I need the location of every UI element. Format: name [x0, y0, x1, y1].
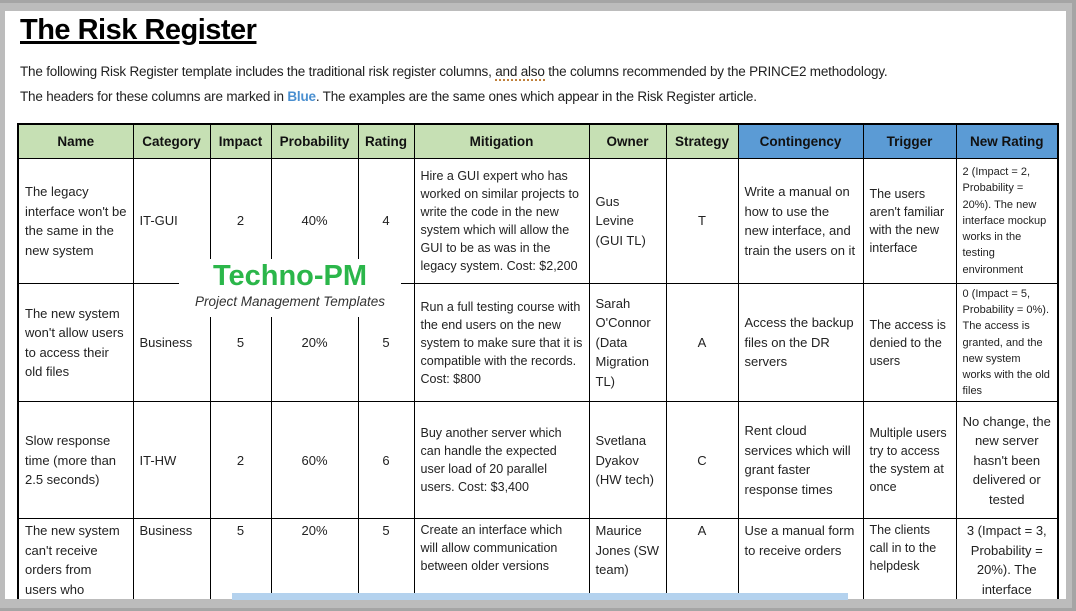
cell-probability[interactable]: 20%	[271, 284, 358, 402]
cell-strategy[interactable]: T	[666, 159, 738, 284]
cell-contingency[interactable]: Rent cloud services which will grant faster response times	[738, 402, 863, 519]
cell-name[interactable]: The legacy interface won't be the same in the new system	[18, 159, 133, 284]
intro-text: The following Risk Register template includes the traditional risk register columns,	[20, 64, 496, 79]
intro-text: . The examples are the same ones which appear in the Risk Register article.	[315, 89, 757, 104]
header-name: Name	[18, 124, 133, 159]
table-row	[18, 402, 1058, 519]
header-category: Category	[133, 124, 210, 159]
cell-owner[interactable]: Sarah O'Connor (Data Migration TL)	[589, 284, 666, 402]
intro-line-1	[20, 64, 887, 79]
cell-mitigation[interactable]: Hire a GUI expert who has worked on similar projects to write the code in the new system which will allow the GUI to be as was in the legacy system. Cost: $2,200	[414, 159, 589, 284]
header-mitigation: Mitigation	[414, 124, 589, 159]
header-impact: Impact	[210, 124, 271, 159]
window-right-border	[1072, 0, 1076, 611]
intro-text: the columns recommended by the PRINCE2 methodology.	[544, 64, 888, 79]
cell-probability[interactable]: 40%	[271, 159, 358, 284]
header-owner: Owner	[589, 124, 666, 159]
window-top-border	[0, 0, 1076, 3]
logo-name: Techno-PM	[212, 260, 368, 292]
cell-owner[interactable]: Gus Levine (GUI TL)	[589, 159, 666, 284]
cell-name[interactable]: The new system can't receive orders from users who	[18, 519, 133, 599]
cell-rating[interactable]: 4	[358, 159, 414, 284]
cell-new-rating[interactable]: No change, the new server hasn't been delivered or tested	[956, 402, 1058, 519]
cell-new-rating[interactable]: 3 (Impact = 3, Probability = 20%). The interface	[956, 519, 1058, 599]
cell-trigger[interactable]: The access is denied to the users	[863, 284, 956, 402]
header-contingency: Contingency	[738, 124, 863, 159]
cell-trigger[interactable]: The users aren't familiar with the new interface	[863, 159, 956, 284]
header-row	[18, 124, 1058, 159]
cell-contingency[interactable]: Write a manual on how to use the new interface, and train the users on it	[738, 159, 863, 284]
cell-mitigation[interactable]: Buy another server which can handle the expected user load of 20 parallel users. Cost: $3,400	[414, 402, 589, 519]
header-strategy: Strategy	[666, 124, 738, 159]
cell-probability[interactable]: 20%	[271, 519, 358, 599]
header-probability: Probability	[271, 124, 358, 159]
cell-strategy[interactable]: C	[666, 402, 738, 519]
cell-impact[interactable]: 2	[210, 159, 271, 284]
document-page	[5, 11, 1066, 599]
cell-name[interactable]: The new system won't allow users to access their old files	[18, 284, 133, 402]
cell-category[interactable]: Business	[133, 519, 210, 599]
header-trigger: Trigger	[863, 124, 956, 159]
logo-tagline: Project Management Templates	[194, 294, 386, 309]
cell-category[interactable]: IT-GUI	[133, 159, 210, 284]
cell-rating[interactable]: 5	[358, 519, 414, 599]
intro-line-2	[20, 89, 757, 104]
page-title: The Risk Register	[20, 14, 257, 46]
cell-rating[interactable]: 6	[358, 402, 414, 519]
cell-contingency[interactable]: Access the backup files on the DR servers	[738, 284, 863, 402]
cell-name[interactable]: Slow response time (more than 2.5 seconds)	[18, 402, 133, 519]
header-new-rating: New Rating	[956, 124, 1058, 159]
techno-pm-logo	[179, 259, 401, 317]
spellcheck-flagged-text[interactable]: and also	[495, 64, 545, 79]
cell-category[interactable]: Business	[133, 284, 210, 402]
cell-category[interactable]: IT-HW	[133, 402, 210, 519]
cell-strategy[interactable]: A	[666, 284, 738, 402]
cell-rating[interactable]: 5	[358, 284, 414, 402]
cell-owner[interactable]: Svetlana Dyakov (HW tech)	[589, 402, 666, 519]
cell-impact[interactable]: 5	[210, 284, 271, 402]
intro-text: The headers for these columns are marked in	[20, 89, 288, 104]
cell-impact[interactable]: 2	[210, 402, 271, 519]
risk-register-table	[17, 123, 1059, 599]
horizontal-scrollbar[interactable]	[232, 593, 848, 600]
cell-new-rating[interactable]: 0 (Impact = 5, Probability = 0%). The access is granted, and the new system works with the old files	[956, 284, 1058, 402]
cell-trigger[interactable]: Multiple users try to access the system at once	[863, 402, 956, 519]
cell-new-rating[interactable]: 2 (Impact = 2, Probability = 20%). The new interface mockup works in the testing environment	[956, 159, 1058, 284]
cell-probability[interactable]: 60%	[271, 402, 358, 519]
cell-mitigation[interactable]: Create an interface which will allow communication between older versions	[414, 519, 589, 599]
cell-contingency[interactable]: Use a manual form to receive orders	[738, 519, 863, 599]
cell-strategy[interactable]: A	[666, 519, 738, 599]
cell-owner[interactable]: Maurice Jones (SW team)	[589, 519, 666, 599]
cell-trigger[interactable]: The clients call in to the helpdesk	[863, 519, 956, 599]
table-row	[18, 159, 1058, 284]
table-row	[18, 284, 1058, 402]
cell-mitigation[interactable]: Run a full testing course with the end users on the new system to make sure that it is compatible with the records. Cost: $800	[414, 284, 589, 402]
blue-keyword: Blue	[287, 89, 316, 104]
table-row	[18, 519, 1058, 599]
header-rating: Rating	[358, 124, 414, 159]
cell-impact[interactable]: 5	[210, 519, 271, 599]
